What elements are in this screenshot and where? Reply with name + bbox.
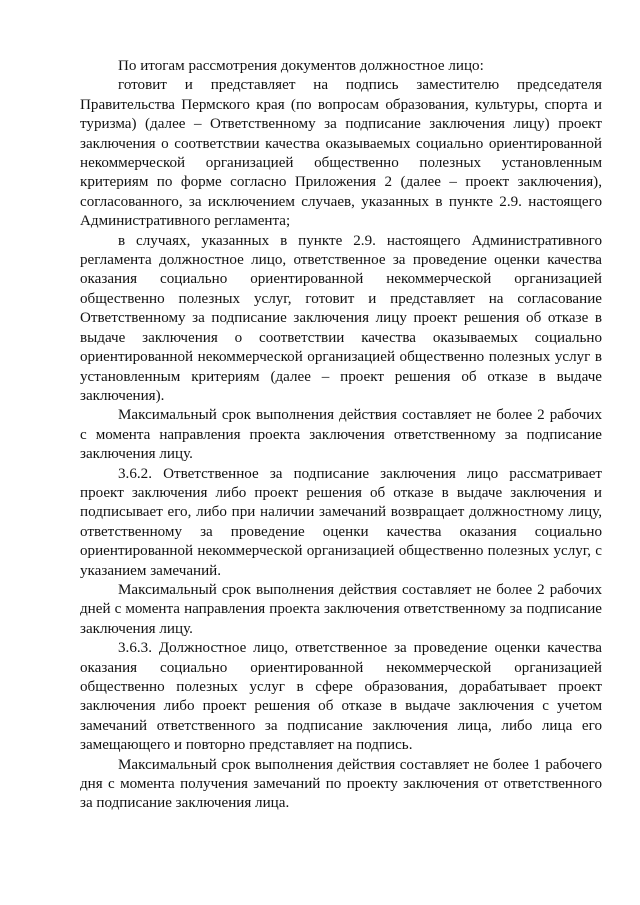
paragraph-deadline-3: Максимальный срок выполнения действия составляет не более 1 рабочего дня с момента получения замечаний по проекту заключения от ответственного за подписание заключения лица. bbox=[80, 756, 602, 812]
paragraph-refusal-cases: в случаях, указанных в пункте 2.9. настоящего Административного регламента должностное лицо, ответственное за проведение оценки качества оказания социально ориентированной некоммерческой организацией общественно полезных услуг, готовит и представляет на согласование Ответственному за подписание заключения лицу проект решения об отказе в выдаче заключения о соответствии качества оказываемых социально ориентированной некоммерческой организацией общественно полезных услуг в установленным критериям (далее – проект решения об отказе в выдаче заключения). bbox=[80, 232, 602, 404]
paragraph-deadline-2: Максимальный срок выполнения действия составляет не более 2 рабочих дней с момента направления проекта заключения ответственному за подписание заключения лицу. bbox=[80, 581, 602, 637]
paragraph-section-3-6-2: 3.6.2. Ответственное за подписание заключения лицо рассматривает проект заключения либо проект решения об отказе в выдаче заключения и подписывает его, либо при наличии замечаний возвращает должностному лицу, ответственному за проведение оценки качества оказания социально ориентированной некоммерческой организацией общественно полезных услуг, с указанием замечаний. bbox=[80, 465, 602, 579]
paragraph-deadline-1: Максимальный срок выполнения действия составляет не более 2 рабочих с момента направления проекта заключения ответственному за подписание заключения лицу. bbox=[80, 407, 602, 463]
paragraph-prepares-draft: готовит и представляет на подпись заместителю председателя Правительства Пермского края (по вопросам образования, культуры, спорта и туризма) (далее – Ответственному за подписание заключения лицу) проект заключения о соответствии качества оказываемых социально ориентированной некоммерческой организацией общественно полезных установленным критериям по форме согласно Приложения 2 (далее – проект заключения), согласованного, за исключением случаев, указанных в пункте 2.9. настоящего Административного регламента; bbox=[80, 77, 602, 230]
paragraph-section-3-6-3: 3.6.3. Должностное лицо, ответственное за проведение оценки качества оказания социально ориентированной некоммерческой организацией общественно полезных услуг в сфере образования, дорабатывает проект заключения либо проект решения об отказе в выдаче заключения с учетом замечаний ответственного за подписание заключения лица, либо лица его замещающего и повторно представляет на подпись. bbox=[80, 640, 602, 754]
paragraph-intro: По итогам рассмотрения документов должностное лицо: bbox=[118, 58, 484, 74]
